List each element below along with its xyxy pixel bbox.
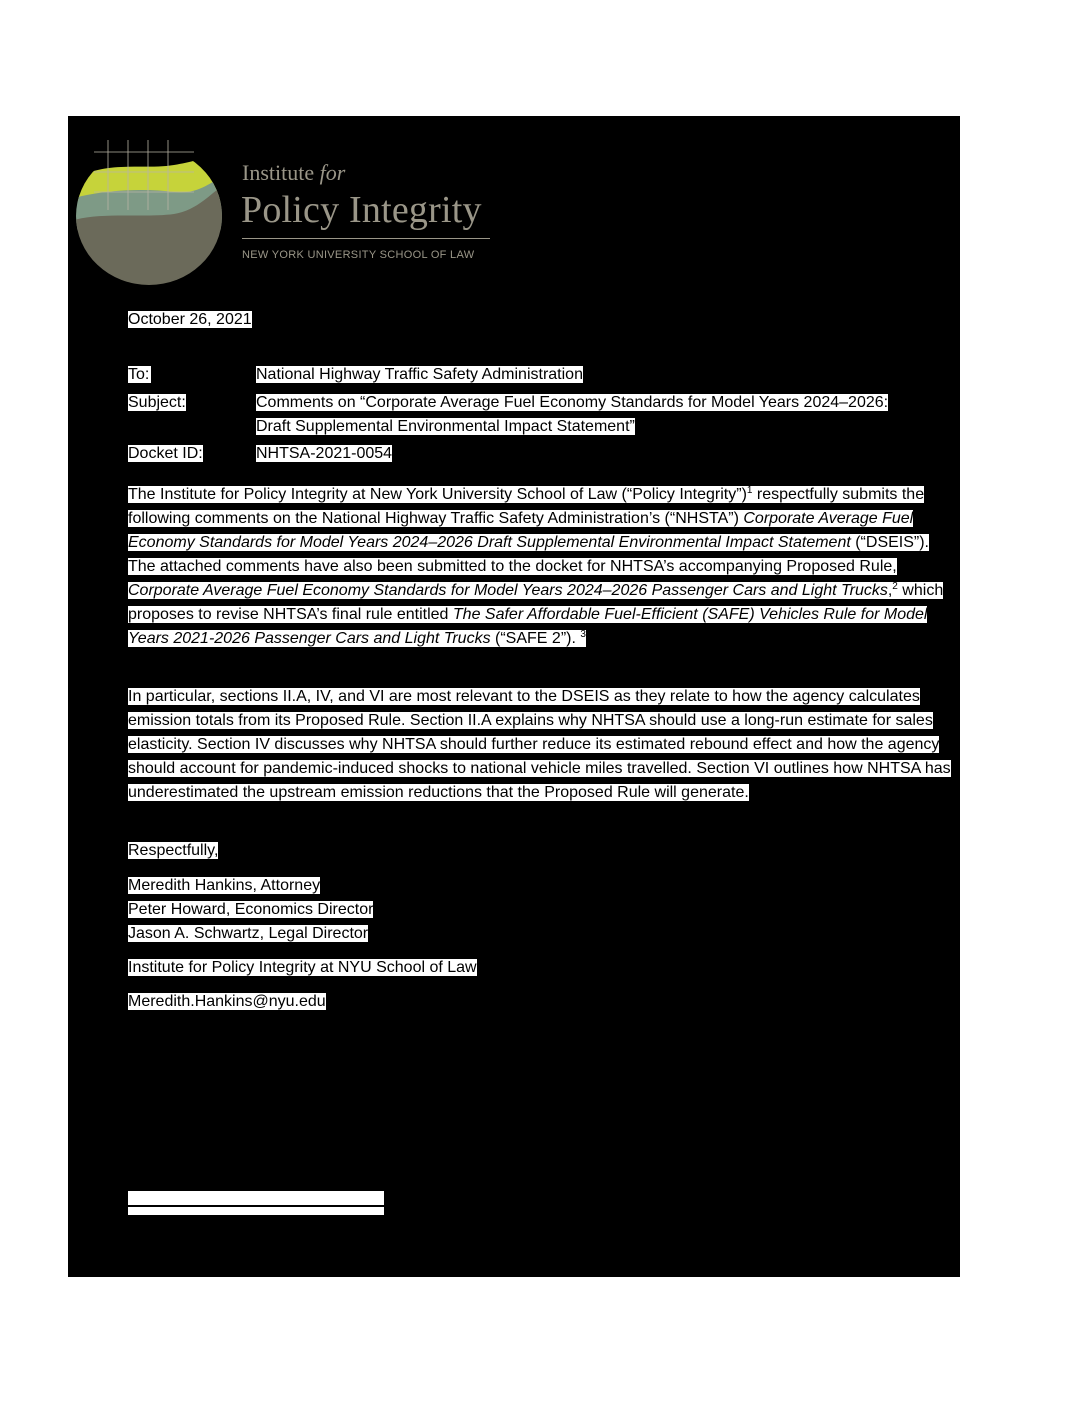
footnote-ref-3[interactable]: 3 <box>580 629 586 640</box>
letter-date: October 26, 2021 <box>128 311 252 328</box>
docket-label: Docket ID: <box>128 445 203 462</box>
contact-email[interactable]: Meredith.Hankins@nyu.edu <box>128 993 326 1010</box>
signatory-3: Jason A. Schwartz, Legal Director <box>128 925 369 942</box>
signatory-1: Meredith Hankins, Attorney <box>128 877 321 894</box>
footnote-ref-1[interactable]: 1 <box>746 485 753 496</box>
policy-integrity-logo-icon <box>74 140 224 286</box>
subject-label: Subject: <box>128 394 186 411</box>
to-label: To: <box>128 366 150 383</box>
footnote-separator-box <box>128 1191 384 1205</box>
footnote-ref-2[interactable]: 2 <box>892 581 898 592</box>
to-value: National Highway Traffic Safety Administration <box>256 366 583 383</box>
relevance-paragraph: In particular, sections II.A, IV, and VI are most relevant to the DSEIS as they relate to how the agency calculates emission totals from its Proposed Rule. Section II.A explains why NHTSA should use a long-run estimate for sales elasticity. Section IV discusses why NHTSA should further reduce its estimated rebound effect and how the agency should account for pandemic-induced shocks to national vehicle miles travelled. Section VI outlines how NHTSA has underestimated the upstream emission reductions that the Proposed Rule will generate. <box>128 688 951 801</box>
subject-value: Comments on “Corporate Average Fuel Economy Standards for Model Years 2024–2026: Draft Supplemental Environmental Impact Statement” <box>256 394 889 435</box>
logo-line-institute: Institute for <box>242 160 346 185</box>
logo-line-nyu: NEW YORK UNIVERSITY SCHOOL OF LAW <box>242 249 475 261</box>
signatory-2: Peter Howard, Economics Director <box>128 901 374 918</box>
logo-line-policy-integrity: Policy Integrity <box>241 189 482 231</box>
organization: Institute for Policy Integrity at NYU School of Law <box>128 959 477 976</box>
logo-divider <box>242 238 490 239</box>
docket-value: NHTSA-2021-0054 <box>256 445 393 462</box>
intro-paragraph: The Institute for Policy Integrity at New York University School of Law (“Policy Integrity”)$^1$ respectfully submits the following comments on the National Highway Traffic Safety Administration’s (“NHSTA”) Corporate Average Fuel Economy Standards for Model Years 2024–2026 Draft Supplemental Environmental Impact Statement (“DSEIS”). The attached comments have also been submitted to the docket for NHTSA’s accompanying Proposed Rule, Corporate Average Fuel Economy Standards for Model Years 2024–2026 Passenger Cars and Light Trucks,$^2$ which proposes to revise NHTSA’s final rule entitled The Safer Affordable Fuel-Efficient (SAFE) Vehicles Rule for Model Years 2021-2026 Passenger Cars and Light Trucks (“SAFE 2”). $^3$ <box>128 485 944 647</box>
closing: Respectfully, <box>128 842 219 859</box>
footnote-separator-box-lower <box>128 1207 384 1215</box>
